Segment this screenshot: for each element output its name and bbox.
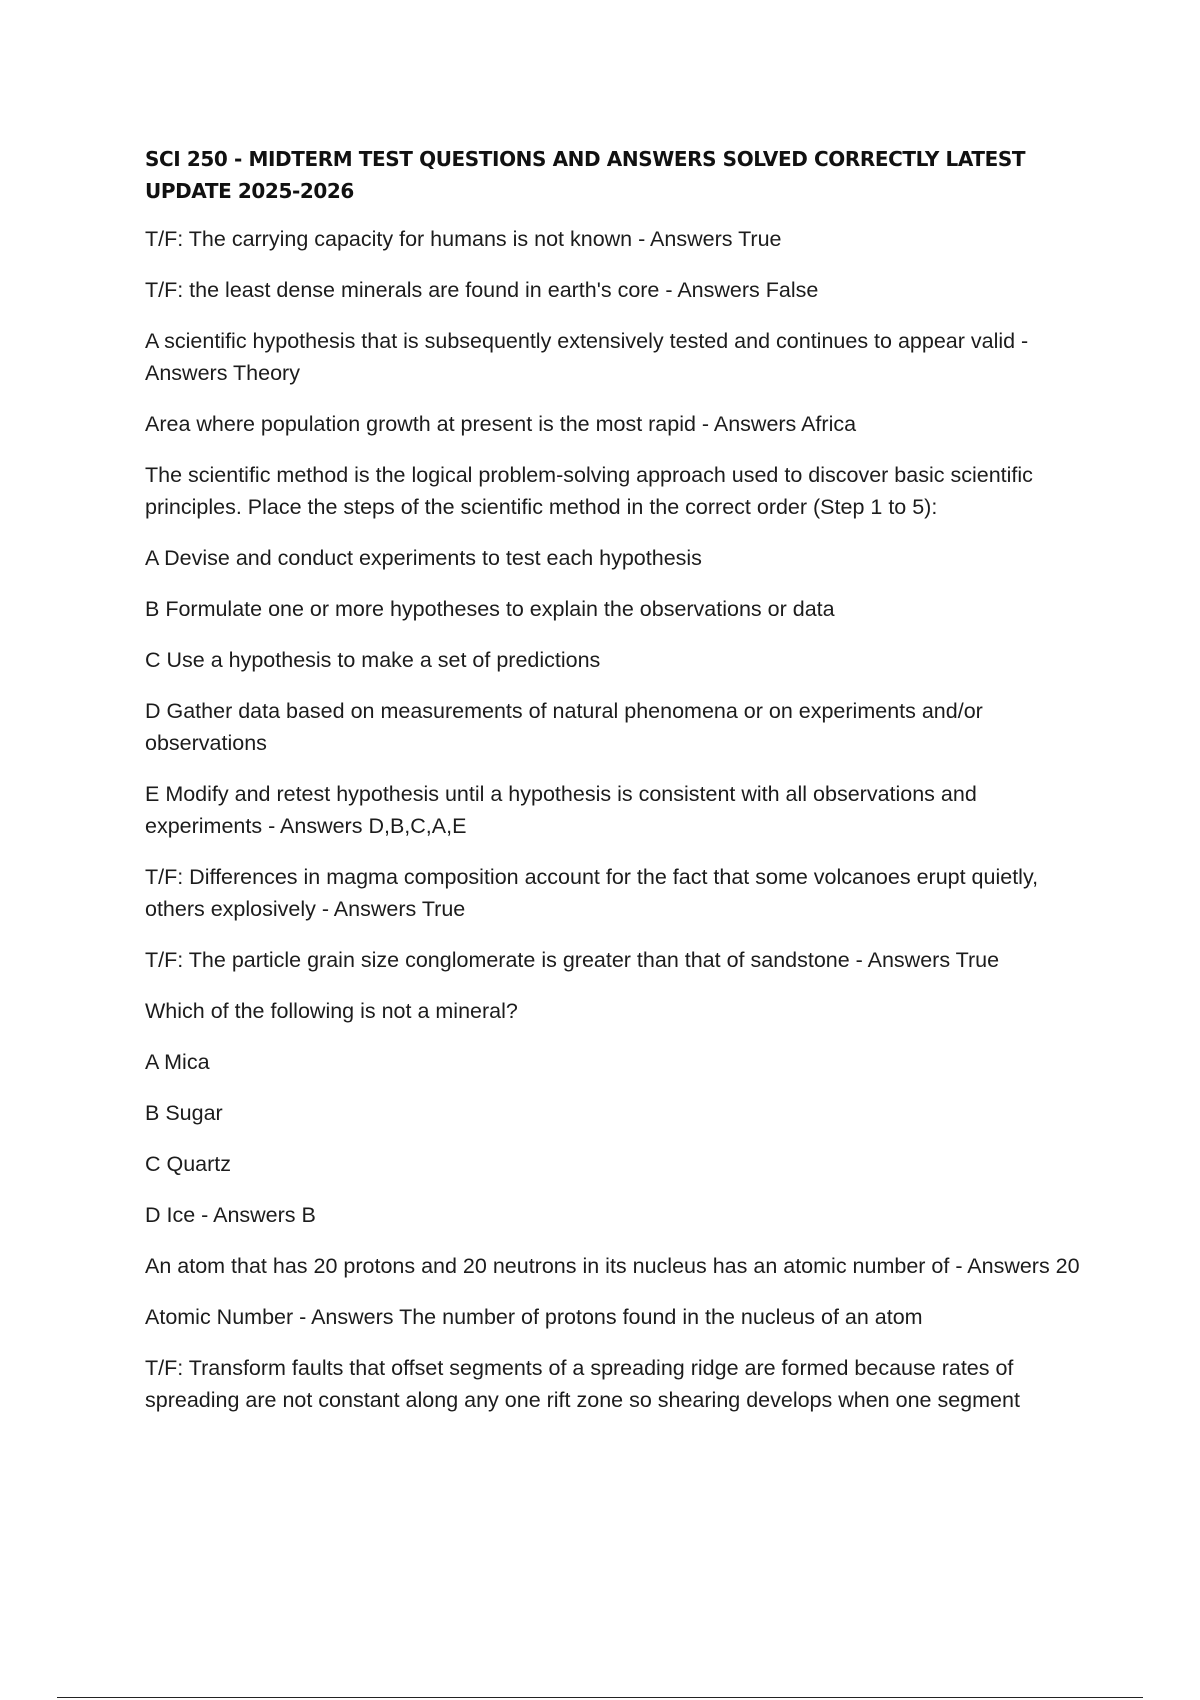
footer-divider [57,1697,1143,1698]
option-d-gather-data: D Gather data based on measurements of natural phenomena or on experiments and/or observations [145,699,983,755]
document-page [145,143,1090,1435]
definition-atomic-number: Atomic Number - Answers The number of protons found in the nucleus of an atom [145,1305,923,1329]
option-a-mica: A Mica [145,1050,210,1074]
question-carrying-capacity: T/F: The carrying capacity for humans is not known - Answers True [145,227,782,251]
option-c-predictions: C Use a hypothesis to make a set of predictions [145,648,601,672]
question-scientific-method: The scientific method is the logical problem-solving approach used to discover basic scientific principles. Place the steps of the scientific method in the correct order (Step 1 to 5): [145,463,1033,519]
question-atomic-number: An atom that has 20 protons and 20 neutrons in its nucleus has an atomic number of - Answers 20 [145,1254,1080,1278]
question-least-dense-minerals: T/F: the least dense minerals are found in earth's core - Answers False [145,278,819,302]
option-e-modify-retest: E Modify and retest hypothesis until a hypothesis is consistent with all observations and experiments - Answers D,B,C,A,E [145,782,977,838]
question-not-a-mineral: Which of the following is not a mineral? [145,999,518,1023]
document-title: SCI 250 - MIDTERM TEST QUESTIONS AND ANSWERS SOLVED CORRECTLY LATEST UPDATE 2025-2026 [145,147,1026,203]
option-c-quartz: C Quartz [145,1152,232,1176]
option-d-ice: D Ice - Answers B [145,1203,316,1227]
option-a-experiments: A Devise and conduct experiments to test each hypothesis [145,546,702,570]
question-population-growth: Area where population growth at present is the most rapid - Answers Africa [145,412,857,436]
option-b-sugar: B Sugar [145,1101,223,1125]
question-grain-size: T/F: The particle grain size conglomerate is greater than that of sandstone - Answers True [145,948,1000,972]
question-magma-composition: T/F: Differences in magma composition account for the fact that some volcanoes erupt quietly, others explosively - Answers True [145,865,1039,921]
option-b-hypotheses: B Formulate one or more hypotheses to explain the observations or data [145,597,835,621]
question-transform-faults: T/F: Transform faults that offset segments of a spreading ridge are formed because rates of spreading are not constant along any one rift zone so shearing develops when one segment [145,1356,1020,1412]
question-scientific-theory: A scientific hypothesis that is subsequently extensively tested and continues to appear valid - Answers Theory [145,329,1029,385]
